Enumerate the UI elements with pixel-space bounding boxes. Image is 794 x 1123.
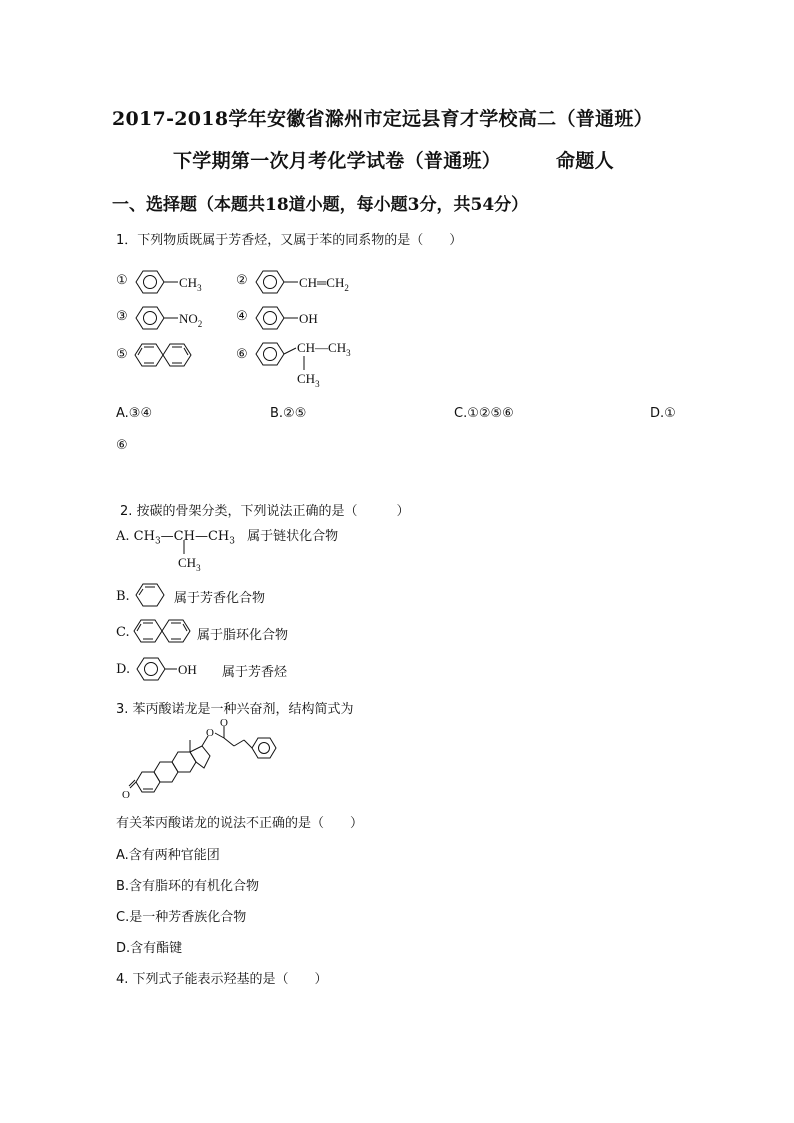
question-3-stem: 3. 苯丙酸诺龙是一种兴奋剂，结构简式为 — [116, 702, 354, 717]
q2-c-naphthalene — [131, 615, 195, 649]
q2-c-text: 属于脂环化合物 — [197, 628, 289, 643]
q2-d-text: 属于芳香烃 — [222, 665, 288, 680]
q2-a-branch — [176, 540, 216, 574]
q2-d-group: OH — [178, 662, 197, 677]
question-1-stem: 1．下列物质既属于芳香烃，又属于苯的同系物的是（ ） — [116, 233, 463, 248]
structure-1-group: CH — [179, 275, 198, 290]
q2-option-d[interactable]: D. — [116, 662, 131, 677]
q1-option-c[interactable]: C.①②⑤⑥ — [454, 406, 514, 421]
q3-option-c[interactable]: C.是一种芳香族化合物 — [116, 910, 247, 925]
q3-option-d[interactable]: D.含有酯键 — [116, 941, 183, 956]
structure-4-number: ④ — [236, 309, 248, 324]
structure-1-toluene — [132, 268, 222, 298]
q2-d-phenol — [133, 655, 213, 685]
q2-a-text: 属于链状化合物 — [247, 529, 339, 544]
q2-a-sub2: 3 — [229, 536, 235, 547]
structure-4-group: OH — [299, 311, 318, 326]
q2-a-prefix: A. CH — [116, 529, 155, 544]
section-heading: 一、选择题（本题共18道小题，每小题3分，共54分） — [112, 195, 529, 215]
structure-1-number: ① — [116, 273, 128, 288]
structure-1-sub: 3 — [197, 283, 202, 293]
structure-3-sub: 2 — [197, 319, 203, 329]
structure-6-sub: 3 — [346, 348, 351, 358]
structure-4-phenol — [252, 304, 342, 334]
question-2-stem: 2. 按碳的骨架分类，下列说法正确的是（ ） — [120, 504, 410, 519]
q3-ketone-o: O — [122, 789, 130, 801]
q2-a-sub1: 3 — [154, 536, 161, 547]
svg-text:CH—CH3 — [297, 340, 351, 358]
q1-option-a[interactable]: A.③④ — [116, 406, 153, 421]
question-4-stem: 4. 下列式子能表示羟基的是（ ） — [116, 972, 328, 987]
q2-option-c[interactable]: C. — [116, 625, 130, 640]
structure-6-number: ⑥ — [236, 347, 248, 362]
structure-2-number: ② — [236, 273, 248, 288]
structure-3-group: NO — [179, 311, 198, 326]
q2-a-branch-sub: 3 — [196, 563, 201, 573]
q1-option-d-continued: ⑥ — [116, 438, 128, 453]
title-line-2: 下学期第一次月考化学试卷（普通班） — [173, 150, 502, 172]
q3-option-a[interactable]: A.含有两种官能团 — [116, 848, 220, 863]
structure-2-styrene — [252, 268, 382, 298]
structure-5-number: ⑤ — [116, 347, 128, 362]
svg-text:CH3 — [178, 555, 201, 573]
structure-6-branch-sub: 3 — [315, 379, 320, 389]
svg-text:NO2 — [179, 311, 202, 329]
q2-a-branch-text: CH — [178, 555, 197, 570]
q2-a-mid: —CH—CH — [160, 529, 230, 544]
q2-option-b[interactable]: B. — [116, 589, 130, 604]
structure-2-group: CH═CH — [299, 275, 345, 290]
q1-option-b[interactable]: B.②⑤ — [270, 406, 307, 421]
structure-6-branch: CH — [297, 371, 316, 386]
structure-6-cumene — [252, 336, 382, 388]
structure-2-sub: 2 — [344, 283, 349, 293]
q2-b-cyclohexadiene — [133, 581, 169, 611]
svg-text:CH3 — [297, 371, 320, 389]
q2-option-a[interactable] — [116, 525, 338, 547]
structure-3-nitrobenzene — [132, 304, 222, 334]
q3-ester-o: O — [206, 727, 214, 739]
author-label: 命题人 — [556, 150, 614, 172]
structure-3-number: ③ — [116, 309, 128, 324]
q3-carbonyl-o: O — [220, 717, 228, 729]
q3-nandrolone-structure — [120, 716, 290, 806]
svg-text:CH3 — [179, 275, 202, 293]
q2-b-text: 属于芳香化合物 — [174, 591, 266, 606]
svg-text:CH═CH2 — [299, 275, 349, 293]
title-line-1: 2017-2018学年安徽省滁州市定远县育才学校高二（普通班） — [112, 108, 653, 130]
q1-option-d[interactable]: D.① — [650, 406, 676, 421]
structure-6-group: CH—CH — [297, 340, 347, 355]
q3-option-b[interactable]: B.含有脂环的有机化合物 — [116, 879, 260, 894]
structure-5-naphthalene — [132, 339, 196, 373]
q3-question: 有关苯丙酸诺龙的说法不正确的是（ ） — [116, 816, 364, 831]
